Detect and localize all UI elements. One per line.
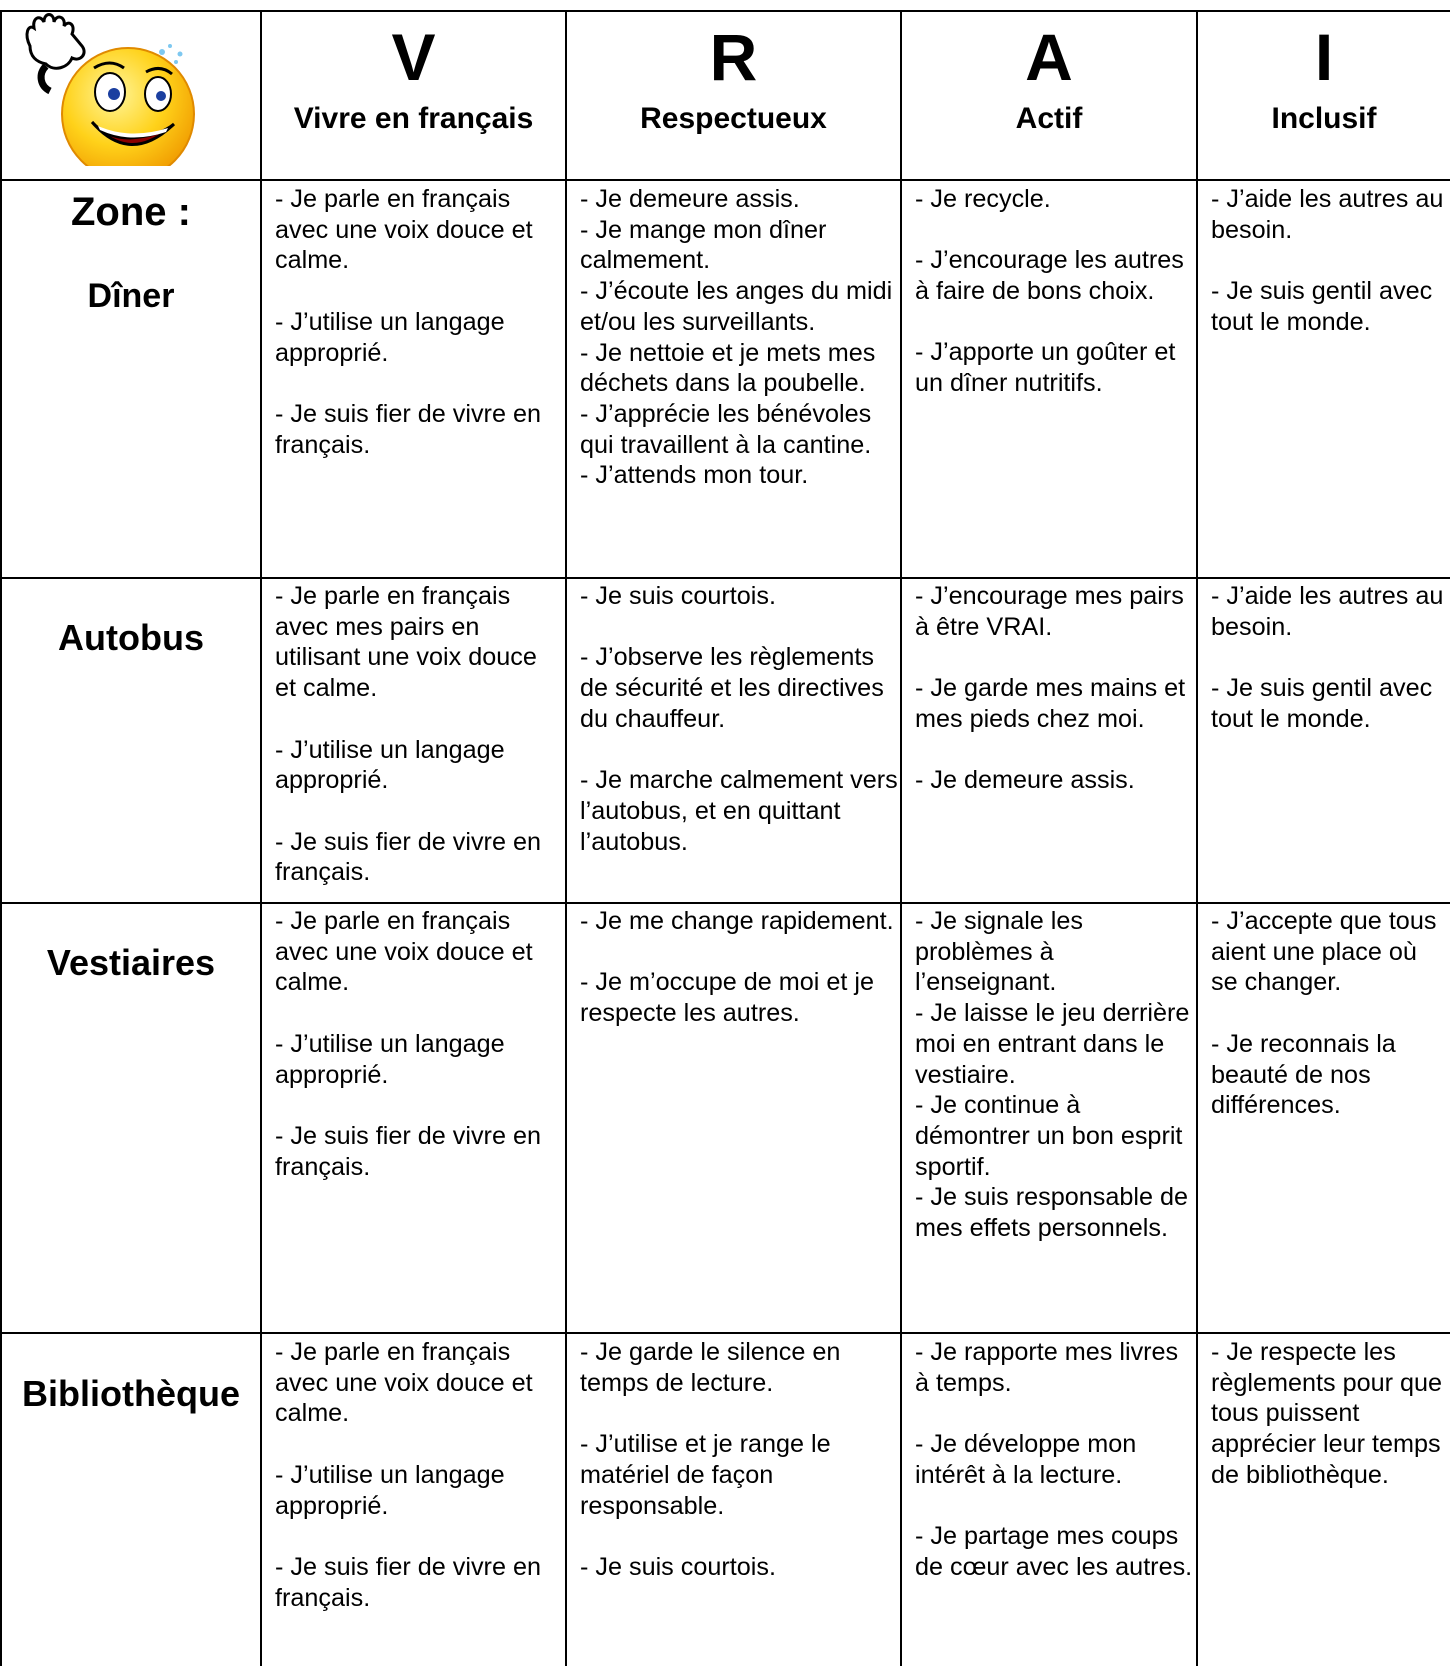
rule-item: - Je respecte les règlements pour que tous puissent apprécier leur temps de bibliothèque. <box>1211 1338 1443 1489</box>
rule-item: - J’utilise et je range le matériel de façon responsable. <box>580 1430 831 1520</box>
rule-item: - Je suis fier de vivre en français. <box>275 1552 541 1612</box>
rule-item: - Je laisse le jeu derrière moi en entrant dans le vestiaire. <box>915 999 1190 1089</box>
row-divider-1 <box>0 577 1450 579</box>
zone-autobus: Autobus <box>58 617 204 658</box>
rule-item: - J’attends mon tour. <box>580 461 809 490</box>
cell-bibliotheque-i <box>1211 1337 1447 1491</box>
paragraph-gap <box>580 735 898 766</box>
rule-item: - Je me change rapidement. <box>580 907 894 935</box>
cell-bibliotheque-r <box>580 1337 898 1583</box>
paragraph-gap <box>915 735 1193 766</box>
rule-item: - Je suis gentil avec tout le monde. <box>1211 674 1433 733</box>
cell-autobus-r <box>580 581 898 857</box>
paragraph-gap <box>1211 245 1447 276</box>
zone-vestiaires: Vestiaires <box>46 942 216 983</box>
paragraph-gap <box>275 796 560 827</box>
rule-item: - Je rapporte mes livres à temps. <box>915 1338 1179 1397</box>
cell-vestiaires-i <box>1211 906 1447 1121</box>
rule-item: - Je signale les problèmes à l’enseignant. <box>915 907 1083 997</box>
cell-diner-r <box>580 184 898 491</box>
paragraph-gap <box>580 612 898 643</box>
paragraph-gap <box>1211 642 1447 673</box>
paragraph-gap <box>275 1521 560 1552</box>
paragraph-gap <box>1211 998 1447 1029</box>
rule-item: - Je suis gentil avec tout le monde. <box>1211 277 1433 336</box>
paragraph-gap <box>580 1398 898 1429</box>
column-name-a: Actif <box>1015 102 1083 135</box>
zone-label: Zone : <box>71 190 191 234</box>
column-name-r: Respectueux <box>640 102 827 135</box>
rule-item: - Je développe mon intérêt à la lecture. <box>915 1430 1137 1489</box>
zone-bibliotheque: Bibliothèque <box>22 1373 240 1414</box>
rule-item: - Je mange mon dîner calmement. <box>580 215 827 275</box>
paragraph-gap <box>580 1521 898 1552</box>
rule-item: - J’écoute les anges du midi et/ou les surveillants. <box>580 277 893 336</box>
zone-diner: Dîner <box>87 277 175 315</box>
rule-item: - J’utilise un langage approprié. <box>275 735 505 795</box>
rule-item: - Je suis responsable de mes effets personnels. <box>915 1183 1189 1243</box>
paragraph-gap <box>580 937 898 968</box>
rule-item: - Je suis courtois. <box>580 1552 776 1581</box>
rule-item: - Je reconnais la beauté de nos différences. <box>1211 1029 1396 1120</box>
cell-diner-v <box>275 184 560 460</box>
rule-item: - Je demeure assis. <box>915 766 1135 795</box>
paragraph-gap <box>915 642 1193 673</box>
paragraph-gap <box>915 1491 1193 1522</box>
cell-vestiaires-r <box>580 906 898 1029</box>
rule-item: - Je suis courtois. <box>580 582 776 610</box>
cell-bibliotheque-a <box>915 1337 1193 1583</box>
column-letter-r: R <box>709 20 758 94</box>
row-divider-2 <box>0 902 1450 904</box>
cell-autobus-a <box>915 581 1193 796</box>
rule-item: - Je suis fier de vivre en français. <box>275 1121 541 1181</box>
rule-item: - Je garde mes mains et mes pieds chez moi. <box>915 674 1186 733</box>
rule-item: - Je parle en français avec mes pairs en utilisant une voix douce et calme. <box>275 582 537 703</box>
paragraph-gap <box>275 1090 560 1121</box>
column-letter-v: V <box>391 20 436 94</box>
header-divider <box>0 179 1450 181</box>
rule-item: - Je suis fier de vivre en français. <box>275 399 541 459</box>
rule-item: - Je continue à démontrer un bon esprit sportif. <box>915 1091 1183 1181</box>
col-divider-4 <box>1196 12 1198 1666</box>
rule-item: - J’utilise un langage approprié. <box>275 1029 505 1089</box>
column-letter-i: I <box>1314 20 1334 94</box>
rule-item: - Je garde le silence en temps de lecture. <box>580 1338 841 1397</box>
cell-vestiaires-a <box>915 906 1193 1244</box>
row-divider-3 <box>0 1332 1450 1334</box>
rule-item: - Je demeure assis. <box>580 185 800 213</box>
cell-bibliotheque-v <box>275 1337 560 1613</box>
paragraph-gap <box>915 215 1193 246</box>
column-name-i: Inclusif <box>1271 102 1377 135</box>
cell-vestiaires-v <box>275 906 560 1182</box>
col-divider-3 <box>900 12 902 1666</box>
paragraph-gap <box>275 368 560 399</box>
rule-item: - J’encourage mes pairs à être VRAI. <box>915 582 1184 641</box>
rule-item: - Je partage mes coups de cœur avec les autres. <box>915 1522 1193 1581</box>
paragraph-gap <box>275 704 560 735</box>
waving-smiley-icon <box>10 6 220 166</box>
paragraph-gap <box>275 998 560 1029</box>
cell-autobus-i <box>1211 581 1447 735</box>
rule-item: - Je suis fier de vivre en français. <box>275 827 541 887</box>
column-letter-a: A <box>1025 20 1073 94</box>
rule-item: - Je marche calmement vers l’autobus, et en quittant l’autobus. <box>580 766 898 856</box>
rule-item: - J’observe les règlements de sécurité et les directives du chauffeur. <box>580 643 884 733</box>
rule-item: - J’apprécie les bénévoles qui travaillent à la cantine. <box>580 399 872 459</box>
rule-item: - J’accepte que tous aient une place où se changer. <box>1211 907 1437 997</box>
rule-item: - J’aide les autres au besoin. <box>1211 582 1444 641</box>
rule-item: - Je parle en français avec une voix douce et calme. <box>275 1338 533 1428</box>
rule-item: - J’utilise un langage approprié. <box>275 1460 505 1520</box>
rule-item: - Je parle en français avec une voix douce et calme. <box>275 907 533 997</box>
column-name-v: Vivre en français <box>293 102 534 135</box>
rule-item: - J’utilise un langage approprié. <box>275 307 505 367</box>
col-divider-1 <box>260 12 262 1666</box>
rule-item: - J’encourage les autres à faire de bons choix. <box>915 246 1184 306</box>
col-divider-2 <box>565 12 567 1666</box>
paragraph-gap <box>915 1398 1193 1429</box>
cell-autobus-v <box>275 581 560 888</box>
cell-diner-a <box>915 184 1193 399</box>
rule-item: - J’apporte un goûter et un dîner nutritifs. <box>915 338 1176 398</box>
paragraph-gap <box>275 276 560 307</box>
rule-item: - J’aide les autres au besoin. <box>1211 185 1444 244</box>
cell-diner-i <box>1211 184 1447 338</box>
paragraph-gap <box>275 1429 560 1460</box>
rule-item: - Je nettoie et je mets mes déchets dans la poubelle. <box>580 338 876 398</box>
col-divider-0 <box>0 12 2 1666</box>
rule-item: - Je m’occupe de moi et je respecte les autres. <box>580 968 874 1028</box>
rule-item: - Je parle en français avec une voix douce et calme. <box>275 185 533 275</box>
paragraph-gap <box>915 307 1193 338</box>
rule-item: - Je recycle. <box>915 185 1051 213</box>
